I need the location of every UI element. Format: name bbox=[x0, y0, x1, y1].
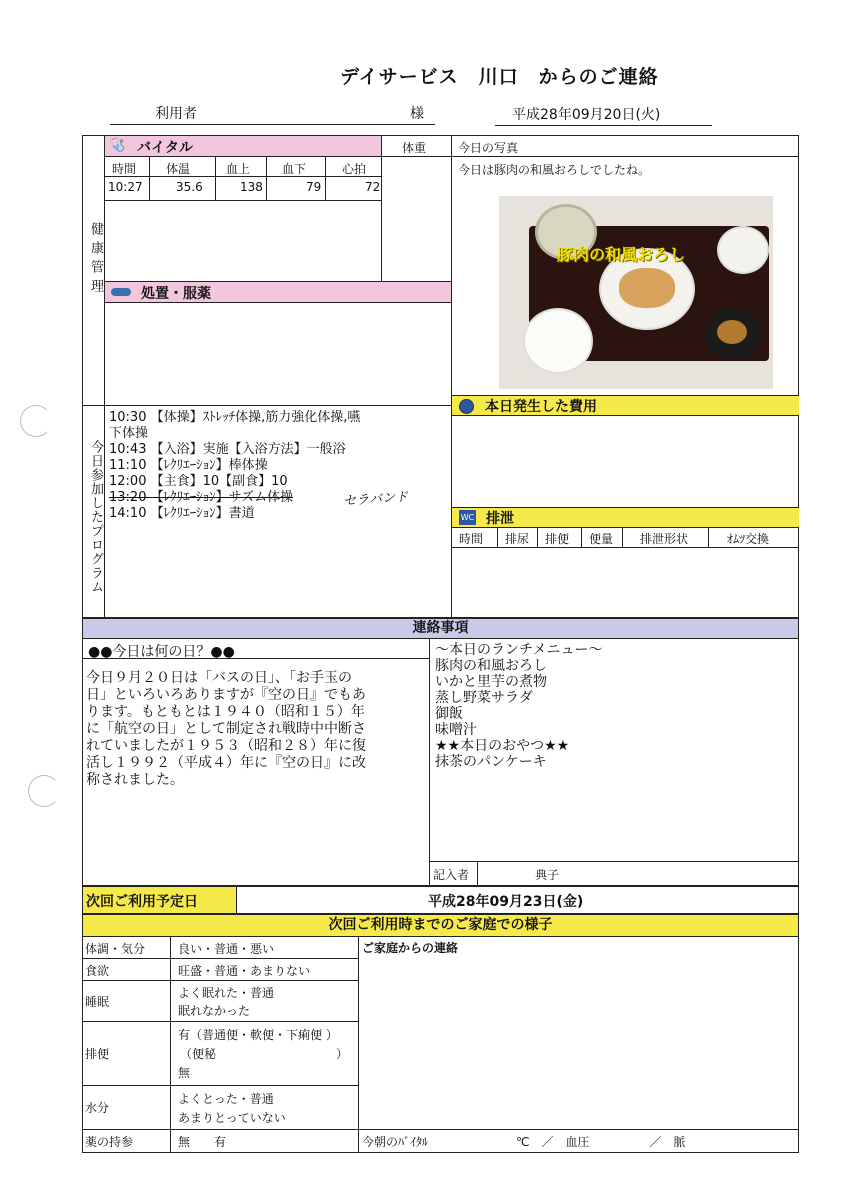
family-row-options[interactable]: 眠れなかった bbox=[178, 1004, 251, 1018]
lunch-menu: 〜本日のランチメニュー〜 豚肉の和風おろし いかと里芋の煮物 蒸し野菜サラダ 御飯 味噌汁 ★★本日のおやつ★★ 抹茶のパンケーキ bbox=[435, 642, 603, 770]
family-row-label: 睡眠 bbox=[85, 995, 110, 1009]
family-header bbox=[82, 914, 799, 937]
cost-header bbox=[452, 396, 799, 415]
photo-label: 今日の写真 bbox=[458, 141, 519, 155]
morning-vital-label: 今朝のﾊﾞｲﾀﾙ bbox=[362, 1135, 429, 1149]
trivia-text: 今日９月２０日は「バスの日」、「お手玉の 日」といろいろありますが『空の日』でもあ ります。もともとは１９４０（昭和１５）年 に「航空の日」として制定され戦時中中断さ れていましたが１９５３（昭和２８）年に復 活し１９９２（平成４）年に『空の日』に改 称されました。 bbox=[86, 670, 366, 788]
program-section-label: 今日参加したプログラム bbox=[88, 440, 103, 594]
honorific: 様 bbox=[410, 106, 424, 122]
family-row-options[interactable]: 無 bbox=[178, 1066, 191, 1080]
family-row-options[interactable]: あまりとっていない bbox=[178, 1111, 286, 1125]
family-row-label: 排便 bbox=[85, 1047, 110, 1061]
vital-col-time: 時間 bbox=[112, 162, 137, 176]
contact-header bbox=[82, 618, 799, 639]
excretion-col-time: 時間 bbox=[459, 532, 484, 546]
family-row-options[interactable]: （便秘 ） bbox=[180, 1047, 349, 1061]
excretion-col-diaper: ｵﾑﾂ交換 bbox=[727, 532, 770, 546]
salad-plate bbox=[717, 226, 769, 274]
family-row-label: 食欲 bbox=[85, 964, 110, 978]
family-row-label: 水分 bbox=[85, 1101, 110, 1115]
family-row-options[interactable]: 旺盛・普通・あまりない bbox=[178, 964, 311, 978]
photo-caption: 今日は豚肉の和風おろしでしたね。 bbox=[458, 163, 651, 177]
family-row-options[interactable]: よくとった・普通 bbox=[178, 1092, 274, 1106]
vital-value-bp-high: 138 bbox=[240, 180, 263, 194]
vital-title: バイタル bbox=[137, 140, 193, 156]
next-visit-label: 次回ご利用予定日 bbox=[86, 894, 198, 910]
toilet-icon: WC bbox=[459, 510, 476, 525]
photo-overlay-text: 豚肉の和風おろし bbox=[557, 245, 686, 264]
vital-header bbox=[105, 136, 381, 156]
excretion-col-amount: 便量 bbox=[589, 532, 614, 546]
program-list bbox=[109, 410, 360, 522]
excretion-col-urine: 排尿 bbox=[505, 532, 530, 546]
next-visit-date: 平成28年09月23日(金) bbox=[428, 894, 584, 910]
family-row-options[interactable]: 有（普通便・軟便・下痢便 ） bbox=[178, 1028, 338, 1042]
vital-value-pulse: 72 bbox=[365, 180, 381, 194]
binder-hole-top bbox=[20, 405, 52, 437]
treatment-header bbox=[105, 282, 451, 302]
vital-col-bp-low: 血下 bbox=[282, 162, 307, 176]
program-line: 10:43 【入浴】実施【入浴方法】一般浴 bbox=[109, 442, 346, 457]
program-line: 10:30 【体操】ｽﾄﾚｯﾁ体操,筋力強化体操,嚥 bbox=[109, 410, 361, 425]
family-contact-label: ご家庭からの連絡 bbox=[362, 941, 459, 955]
program-line: 14:10 【ﾚｸﾘｴｰｼｮﾝ】書道 bbox=[109, 506, 255, 521]
family-row-label: 体調・気分 bbox=[85, 942, 146, 956]
vital-value-time: 10:27 bbox=[108, 180, 143, 194]
pill-icon bbox=[111, 288, 131, 296]
next-visit-label-box bbox=[83, 887, 236, 913]
family-title: 次回ご利用時までのご家庭での様子 bbox=[328, 917, 553, 933]
weight-label: 体重 bbox=[402, 141, 427, 155]
program-line: 12:00 【主食】10【副食】10 bbox=[109, 474, 288, 489]
family-row-label: 薬の持参 bbox=[85, 1135, 134, 1149]
report-date: 平成28年09月20日(火) bbox=[512, 107, 661, 123]
user-label: 利用者 bbox=[155, 106, 197, 122]
family-row-options[interactable]: よく眠れた・普通 bbox=[178, 986, 275, 1000]
binder-hole-bottom bbox=[28, 775, 60, 807]
vital-value-bp-low: 79 bbox=[306, 180, 322, 194]
program-line: 下体操 bbox=[109, 426, 149, 441]
cost-title: 本日発生した費用 bbox=[485, 399, 597, 415]
excretion-title: 排泄 bbox=[486, 511, 514, 527]
writer-name: 典子 bbox=[535, 868, 560, 882]
vital-icon: 🩺 bbox=[109, 138, 126, 153]
excretion-col-stool: 排便 bbox=[545, 532, 570, 546]
family-row-options[interactable]: 無 有 bbox=[178, 1135, 227, 1149]
vital-col-pulse: 心拍 bbox=[342, 162, 367, 176]
family-row-options[interactable]: 良い・普通・悪い bbox=[178, 942, 275, 956]
vital-value-temp: 35.6 bbox=[176, 180, 203, 194]
family-contact-field[interactable] bbox=[362, 955, 794, 1125]
program-line: 13:20 【ﾚｸﾘｴｰｼｮﾝ】サズム体操 bbox=[109, 490, 294, 505]
excretion-col-shape: 排泄形状 bbox=[640, 532, 689, 546]
rice-bowl bbox=[523, 308, 593, 374]
contact-title: 連絡事項 bbox=[412, 620, 469, 636]
vital-col-bp-high: 血上 bbox=[226, 162, 251, 176]
writer-label: 記入者 bbox=[433, 868, 470, 882]
health-section-label: 健康管理 bbox=[88, 222, 103, 298]
meal-photo bbox=[499, 196, 773, 389]
morning-vital-fields[interactable]: ℃ ／ 血圧 ／ 脈 bbox=[516, 1135, 686, 1149]
soup-bowl bbox=[705, 308, 761, 360]
treatment-title: 処置・服薬 bbox=[141, 286, 211, 302]
handwritten-note: セラバンド bbox=[342, 489, 409, 510]
trivia-heading: ●●今日は何の日？●● bbox=[88, 644, 235, 660]
coin-icon bbox=[459, 399, 474, 414]
page-title: デイサービス 川口 からのご連絡 bbox=[340, 66, 659, 88]
program-line: 11:10 【ﾚｸﾘｴｰｼｮﾝ】棒体操 bbox=[109, 458, 268, 473]
excretion-header bbox=[452, 508, 799, 527]
vital-col-temp: 体温 bbox=[166, 162, 191, 176]
